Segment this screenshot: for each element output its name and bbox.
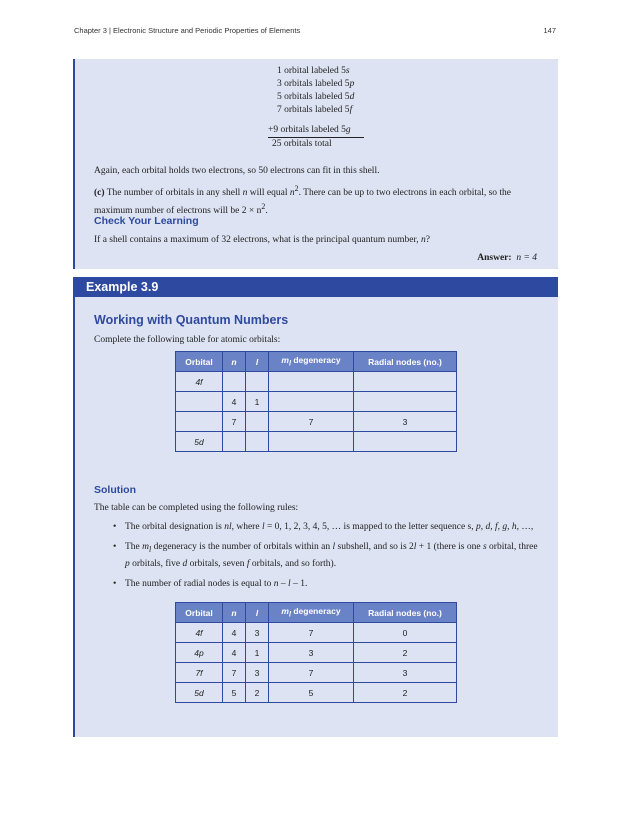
orbital-sum [268,65,364,151]
col-n: n [223,603,246,623]
table-row: 7f 7 3 7 3 [176,663,457,683]
check-title: Check Your Learning [94,215,199,227]
col-l: l [246,352,269,372]
rule-3: • The number of radial nodes is equal to n – l – 1. [113,577,541,591]
table-header [176,352,457,372]
table-row: 4f 4 3 7 0 [176,623,457,643]
table-row: 4 1 [176,392,457,412]
rules-list [113,520,541,597]
again-text: Again, each orbital holds two electrons, so 50 electrons can fit in this shell. [94,166,380,176]
rule-2: • The $m_l$ degeneracy is the number of orbitals within an l subshell, and so is 2l + 1 (there is one s orbital, three p orbitals, five d orbitals, seven f orbitals, and so forth). [113,540,541,571]
col-orbital: Orbital [176,352,223,372]
sum-line-4: 7 orbitals labeled 5f [277,105,353,115]
col-radial: Radial nodes (no.) [354,352,457,372]
solution-title: Solution [94,484,136,496]
col-l: l [246,603,269,623]
col-orbital: Orbital [176,603,223,623]
page-header [74,26,556,35]
table-header [176,603,457,623]
answer-table [175,602,457,703]
sum-line-2: 3 orbitals labeled 5p [277,79,355,89]
page-number: 147 [543,26,556,35]
example-bar [73,277,558,298]
col-ml: $m_l$ degeneracy [269,352,354,372]
col-n: n [223,352,246,372]
example-title: Working with Quantum Numbers [94,313,289,327]
table-row: 5d 5 2 5 2 [176,683,457,703]
example-label: Example 3.9 [86,280,159,294]
sum-line-3: 5 orbitals labeled 5d [277,92,355,102]
col-radial: Radial nodes (no.) [354,603,457,623]
solution-intro: The table can be completed using the following rules: [94,503,299,513]
sum-line-5: +9 orbitals labeled 5g [268,125,351,135]
sum-line-1: 1 orbital labeled 5s [277,66,350,76]
check-question: If a shell contains a maximum of 32 electrons, what is the principal quantum number, n? [94,235,430,245]
sum-total: 25 orbitals total [268,137,364,151]
question-table [175,351,457,452]
part-c-text: (c) The number of orbitals in any shell n will equal $n^2$. There can be up to two electrons in each orbital, so the maximum number of electrons will be $2 \times n^2$. [94,184,512,217]
rule-1: • The orbital designation is nl, where l = 0, 1, 2, 3, 4, 5, … is mapped to the letter sequence s, p, d, f, g, h, …, [113,520,541,534]
table-row: 4p 4 1 3 2 [176,643,457,663]
check-answer: Answer: n = 4 [477,253,537,263]
example-intro: Complete the following table for atomic orbitals: [94,335,281,345]
table-row: 5d [176,432,457,452]
table-row: 7 7 3 [176,412,457,432]
chapter-title: Chapter 3 | Electronic Structure and Periodic Properties of Elements [74,26,301,35]
col-ml: $m_l$ degeneracy [269,603,354,623]
table-row: 4f [176,372,457,392]
